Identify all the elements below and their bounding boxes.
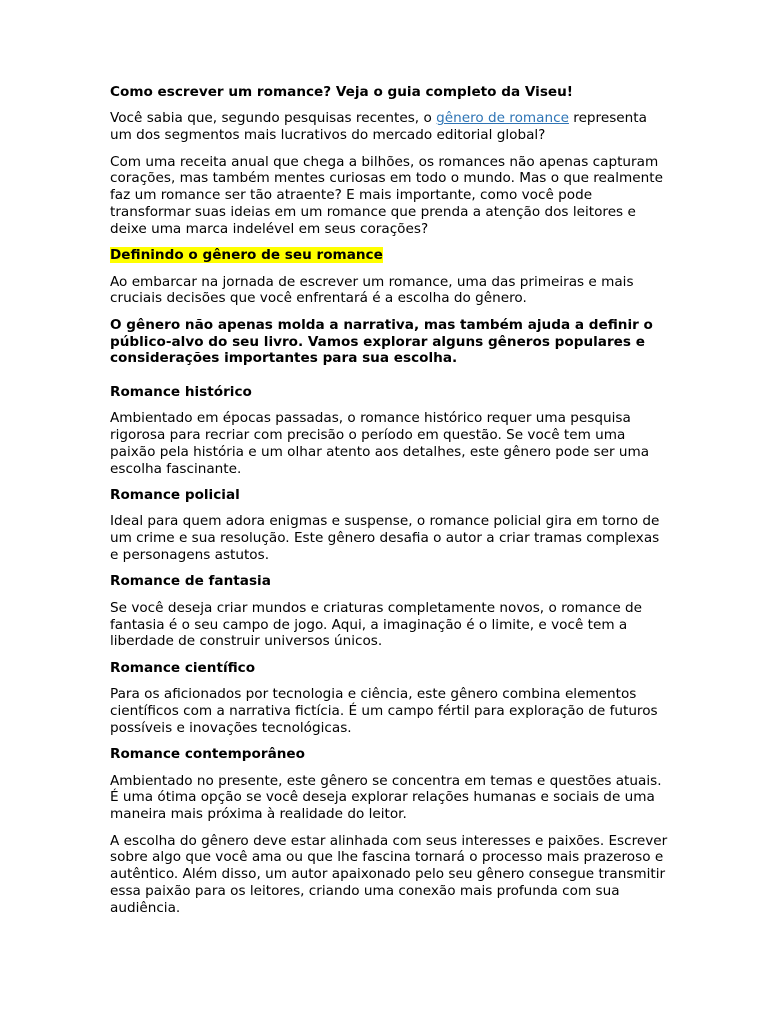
intro-text-before-link: Você sabia que, segundo pesquisas recentes, o: [110, 110, 437, 127]
genre-heading-contemporaneo: Romance contemporâneo: [110, 746, 305, 763]
closing-paragraph: A escolha do gênero deve estar alinhada com seus interesses e paixões. Escrever sobre algo que você ama ou que lhe fascina tornará o processo mais prazeroso e autêntico. Além disso, um autor apaixonado pelo seu gênero consegue transmitir essa paixão para os leitores, criando uma conexão mais profunda com sua audiência.: [110, 832, 668, 916]
paragraph-journey: Ao embarcar na jornada de escrever um romance, uma das primeiras e mais cruciais decisões que você enfrentará é a escolha do gênero.: [110, 273, 634, 307]
genre-heading-policial: Romance policial: [110, 487, 240, 504]
paragraph-revenue: Com uma receita anual que chega a bilhões, os romances não apenas capturam corações, mas também mentes curiosas em todo o mundo. Mas o que realmente faz um romance ser tão atraente? E mais importante, como você pode transformar suas ideias em um romance que prenda a atenção dos leitores e deixe uma marca indelével em seus corações?: [110, 153, 663, 237]
document-title: Como escrever um romance? Veja o guia completo da Viseu!: [110, 84, 574, 100]
paragraph-genre-importance: O gênero não apenas molda a narrativa, mas também ajuda a definir o público-alvo do seu livro. Vamos explorar alguns gêneros populares e considerações importantes para sua escolha.: [110, 316, 653, 367]
genre-text-policial: Ideal para quem adora enigmas e suspense, o romance policial gira em torno de um crime e sua resolução. Este gênero desafia o autor a criar tramas complexas e personagens astutos.: [110, 513, 660, 564]
highlighted-heading-text: Definindo o gênero de seu romance: [110, 247, 383, 264]
intro-paragraph: [110, 110, 668, 144]
genre-heading-historico: Romance histórico: [110, 383, 252, 400]
genre-heading-cientifico: Romance científico: [110, 659, 256, 676]
genre-text-historico: Ambientado em épocas passadas, o romance histórico requer uma pesquisa rigorosa para recriar com precisão o período em questão. Se você tem uma paixão pela história e um olhar atento aos detalhes, este gênero pode ser uma escolha fascinante.: [110, 410, 650, 477]
genre-text-fantasia: Se você deseja criar mundos e criaturas completamente novos, o romance de fantasia é o seu campo de jogo. Aqui, a imaginação é o limite, e você tem a liberdade de construir universos únicos.: [110, 599, 643, 650]
intro-text-after-link: representa um dos segmentos mais lucrativos do mercado editorial global?: [110, 110, 647, 144]
genre-heading-fantasia: Romance de fantasia: [110, 573, 271, 590]
genre-romance-link[interactable]: gênero de romance: [436, 110, 569, 127]
genre-text-cientifico: Para os aficionados por tecnologia e ciência, este gênero combina elementos científicos com a narrativa fictícia. É um campo fértil para exploração de futuros possíveis e inovações tecnológicas.: [110, 686, 658, 736]
section-heading: [110, 247, 668, 264]
genre-text-contemporaneo: Ambientado no presente, este gênero se concentra em temas e questões atuais. É uma ótima opção se você deseja explorar relações humanas e sociais de uma maneira mais próxima à realidade do leitor.: [110, 772, 662, 823]
